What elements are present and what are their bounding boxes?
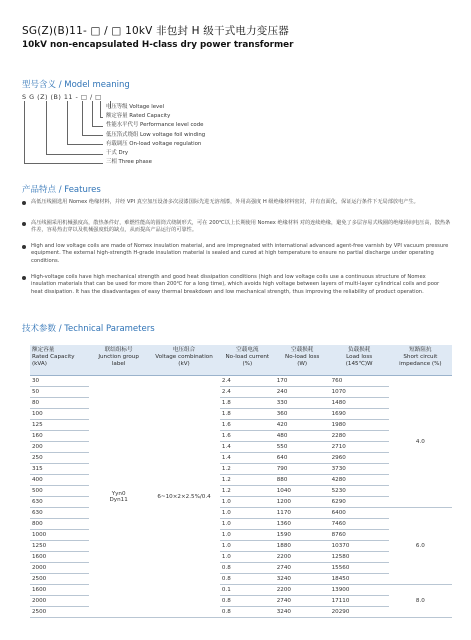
table-cell: 170 [275,376,330,387]
table-cell: 630 [30,508,89,519]
table-cell: 1170 [275,508,330,519]
table-cell: 800 [30,519,89,530]
table-cell: 2960 [330,453,389,464]
column-header-line: 额定容量 [32,347,55,353]
legend-item: 有载调压 On-load voltage regulation [106,140,202,147]
legend-item: 干式 Dry [106,150,129,156]
legend-connector [67,101,68,144]
table-cell: 1.6 [220,431,275,442]
table-cell: 1.0 [220,541,275,552]
bullet-icon [22,222,26,226]
bullet-icon [22,276,26,280]
table-cell: 20290 [330,607,389,618]
column-header [275,345,330,376]
table-cell: 18450 [330,574,389,585]
column-header-line: 短路阻抗 [409,347,432,353]
table-cell: 1.0 [220,552,275,563]
column-header-line: (%) [242,361,253,367]
table-cell: 8760 [330,530,389,541]
table-cell: 1.6 [220,420,275,431]
legend-connector [82,101,83,135]
column-header-line: impedance (%) [399,361,442,367]
table-cell: 315 [30,464,89,475]
column-header-line: (kVA) [32,361,47,367]
table-cell: 250 [30,453,89,464]
table-cell: 630 [30,497,89,508]
table-cell: 3730 [330,464,389,475]
table-cell: 420 [275,420,330,431]
table-cell: 1.0 [220,530,275,541]
column-header-line: Voltage combination [155,354,213,360]
table-cell: 2710 [330,442,389,453]
table-cell: 50 [30,387,89,398]
column-header-line: 负载损耗 [347,347,371,353]
table-cell: 880 [275,475,330,486]
table-cell: 5230 [330,486,389,497]
table-cell: 480 [275,431,330,442]
table-cell: 760 [330,376,389,387]
column-header-line: No-load loss [285,354,320,360]
legend-connector [100,101,101,117]
column-header-line: Rated Capacity [32,354,75,360]
impedance-cell: 4.0 [389,376,452,508]
page-title: SG(Z)(B)11- □ / □ 10kV 非包封 H 级干式电力变压器 [22,25,289,37]
table-cell: 160 [30,431,89,442]
legend-item: 性能水平代号 Performance level code [106,122,204,129]
table-cell: 3240 [275,574,330,585]
parameters-table [30,345,452,618]
table-cell: 1690 [330,409,389,420]
table-cell: 2500 [30,574,89,585]
table-cell: 1.0 [220,497,275,508]
table-cell: 240 [275,387,330,398]
table-cell: 1070 [330,387,389,398]
table-cell: 1600 [30,585,89,596]
table-cell: 2.4 [220,376,275,387]
table-cell: 3240 [275,607,330,618]
junction-group-label: Yyn0 [111,490,126,497]
bullet-icon [22,245,26,249]
table-cell: 0.1 [220,585,275,596]
legend-connector [24,101,25,163]
legend-item: 低压箔式绕组 Low voltage foil winding [106,131,206,138]
legend-connector [92,101,93,126]
column-header [330,345,389,376]
table-cell: 550 [275,442,330,453]
table-cell: 360 [275,409,330,420]
table-cell: 0.8 [220,596,275,607]
table-cell: 6400 [330,508,389,519]
table-cell: 1590 [275,530,330,541]
table-cell: 1.2 [220,486,275,497]
column-header-line: Short circuit [403,354,438,360]
table-cell: 2000 [30,596,89,607]
technical-parameters-heading: 技术参数 / Technical Parameters [22,324,155,334]
table-cell: 1.8 [220,409,275,420]
column-header-line: 电压组合 [172,347,196,353]
column-header-line: No-load current [225,354,270,360]
features-heading: 产品特点 / Features [22,185,101,195]
table-cell: 0.8 [220,574,275,585]
table-body [30,376,452,618]
table-cell: 200 [30,442,89,453]
voltage-combination-cell: 6~10×2×2.5%/0.4 [148,376,220,618]
column-header [30,345,89,376]
feature-text: High and low voltage coils are made of Nomex insulation material, and are impregnated with international advanced agent-free varnish by VPI vacuum pressure equipment. The external high-strength H-grade insulation material is sealed and cured at high temperature to ensure no partial discharge under operating conditions. [31,243,449,264]
junction-group-cell [89,376,148,618]
table-cell: 100 [30,409,89,420]
column-header-line: 空载电流 [236,347,259,353]
table-cell: 2740 [275,596,330,607]
column-header [220,345,275,376]
table-cell: 1600 [30,552,89,563]
column-header-line: label [111,361,126,367]
legend-connector [67,144,103,145]
table-cell: 2280 [330,431,389,442]
table-cell: 1.2 [220,475,275,486]
junction-group-label: Dyn11 [109,496,128,503]
legend-item: 额定容量 Rated Capacity [106,113,171,120]
table-cell: 13900 [330,585,389,596]
legend-connector [82,135,103,136]
table-cell: 1.4 [220,453,275,464]
table-cell: 12580 [330,552,389,563]
column-header-line: (145℃)W [345,361,373,367]
column-header-line: 联结组标号 [104,347,133,353]
impedance-cell: 6.0 [389,508,452,585]
table-cell: 1.2 [220,464,275,475]
table-cell: 2500 [30,607,89,618]
legend-connector [46,101,47,154]
table-cell: 1360 [275,519,330,530]
table-cell: 1000 [30,530,89,541]
table-cell: 1040 [275,486,330,497]
column-header [389,345,452,376]
table-cell: 640 [275,453,330,464]
table-cell: 1.8 [220,398,275,409]
feature-item [22,199,452,206]
table-cell: 4280 [330,475,389,486]
table-cell: 1480 [330,398,389,409]
column-header [89,345,148,376]
table-cell: 10370 [330,541,389,552]
legend-connector [24,163,103,164]
table-cell: 1.0 [220,508,275,519]
column-header-line: Junction group [98,354,139,360]
table-cell: 17110 [330,596,389,607]
table-cell: 30 [30,376,89,387]
table-cell: 2000 [30,563,89,574]
legend-connector [92,126,103,127]
table-cell: 500 [30,486,89,497]
table-cell: 15560 [330,563,389,574]
table-cell: 1.0 [220,519,275,530]
table-cell: 0.8 [220,563,275,574]
feature-text: High-voltage coils have high mechanical strength and good heat dissipation conditions (high and low voltage coils use a continuous structure of Nomex insulation materials that can be used for more than 200℃ for a long time), which avoids high voltage between layers of multi-layer cylindrical coils and poor heat dissipation. It has the disadvantages of easy thermal breakdown and low mechanical strength, thus improving the reliability of product operation. [31,274,440,295]
column-header-line: (kV) [178,361,190,367]
legend-item: 电压等级 Voltage level [106,104,165,110]
table-cell: 400 [30,475,89,486]
table-cell: 1.4 [220,442,275,453]
table-cell: 1880 [275,541,330,552]
table-cell: 2740 [275,563,330,574]
column-header-line: Load loss [346,354,373,360]
feature-item [22,274,452,296]
table-cell: 1980 [330,420,389,431]
impedance-cell: 8.0 [389,585,452,618]
table-cell: 0.8 [220,607,275,618]
table-cell: 1250 [30,541,89,552]
table-cell: 125 [30,420,89,431]
page-subtitle: 10kV non-encapsulated H-class dry power transformer [22,40,294,50]
table-cell: 2.4 [220,387,275,398]
table-cell: 330 [275,398,330,409]
table-cell: 790 [275,464,330,475]
column-header [148,345,220,376]
legend-item: 三相 Three phase [106,159,152,166]
legend-connector [100,117,103,118]
table-cell: 6290 [330,497,389,508]
table-cell: 2200 [275,552,330,563]
table-header-row [30,345,452,376]
model-code: S G (Z) (B) 11 - □ / □ [22,93,102,101]
feature-item [22,243,452,265]
table-cell: 80 [30,398,89,409]
feature-text: 高低压线圈选用 Nomex 绝缘材料，并经 VPI 真空加压设备多次浸漆国际先进无溶剂漆，外用高强度 H 级绝缘材料密封，并有直面化，保证运行条件下无局部放电产生。 [31,199,419,205]
column-header-line: (W) [297,361,308,367]
bullet-icon [22,201,26,205]
table-cell: 2200 [275,585,330,596]
table-cell: 1200 [275,497,330,508]
table-row [30,376,452,387]
legend-connector [46,154,103,155]
feature-item [22,220,452,235]
column-header-line: 空载损耗 [290,347,314,353]
model-meaning-heading: 型号含义 / Model meaning [22,80,130,90]
table-cell: 7460 [330,519,389,530]
feature-text: 高压线圈采用机械强度高，散热条件好，难燃性能高的圆筒式绕制形式，可在 200℃以上长期使用 Nomex 绝缘材料 对的连续绝缘，避免了多层容易式线圈的绝缘场间电压高，散热条件差，容易热击穿以及机械强度低的缺点，从而提高产品运行的可靠性。 [31,220,451,234]
